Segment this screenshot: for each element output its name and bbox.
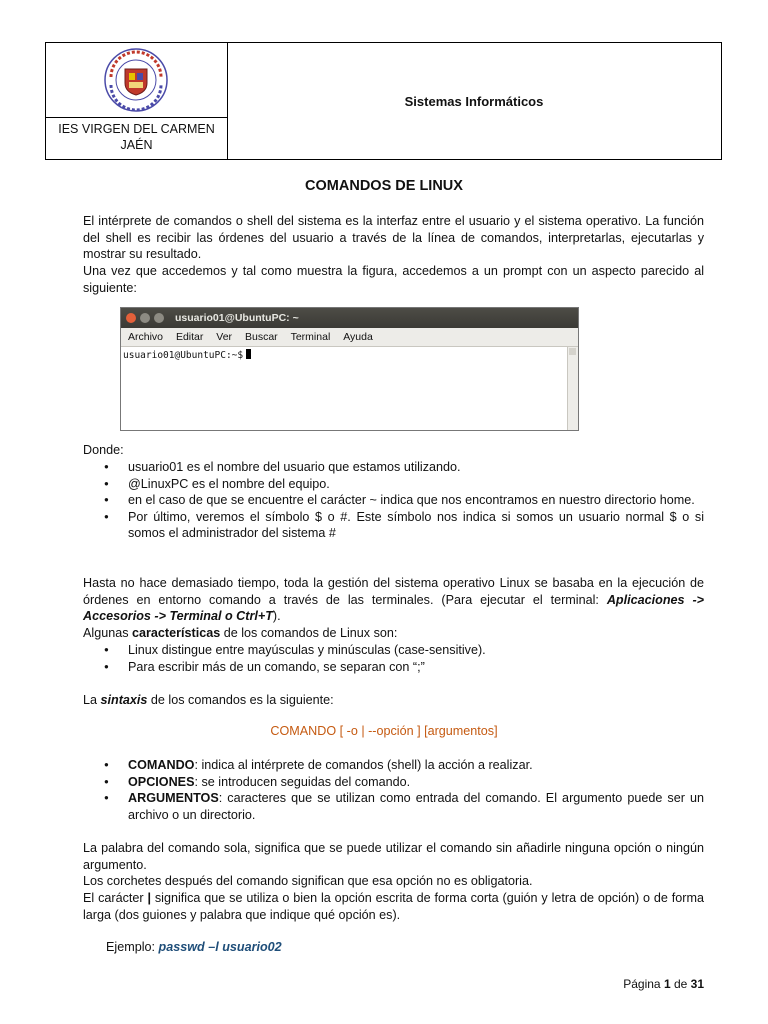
- note-1: La palabra del comando sola, significa que se puede utilizar el comando sin añadirle ninguna opción o ningún argumento.: [83, 841, 704, 872]
- school-seal-icon: [101, 47, 171, 113]
- history-text-b: ).: [272, 609, 281, 624]
- list-item: [83, 774, 704, 791]
- page-number: 1: [663, 977, 671, 991]
- note-2: Los corchetes después del comando significan que esa opción no es obligatoria.: [83, 874, 533, 888]
- syntax-intro: [83, 692, 704, 709]
- parts-list: [83, 757, 704, 823]
- history-paragraph: [83, 575, 704, 625]
- list-item: ● usuario01 es el nombre del usuario que estamos utilizando.: [83, 459, 704, 476]
- footer-mid: de: [670, 977, 691, 991]
- terminal-scrollbar: [567, 347, 578, 431]
- terminal-title: usuario01@UbuntuPC: ~: [175, 312, 299, 324]
- minimize-icon: [140, 313, 150, 323]
- terminal-menubar: [121, 328, 578, 347]
- donde-list: [83, 459, 704, 542]
- menu-ver: Ver: [216, 331, 233, 343]
- syntax-post: de los comandos es la siguiente:: [147, 693, 334, 707]
- list-item: [83, 790, 704, 823]
- note-3-post: significa que se utiliza o bien la opción escrita de forma corta (guión y letra de opción) o de forma larga (dos guiones y palabra que indique qué opción es).: [83, 891, 704, 922]
- characteristics-pre: Algunas: [83, 626, 133, 640]
- terminal-titlebar: [121, 308, 578, 328]
- history-text-a: Hasta no hace demasiado tiempo, toda la gestión del sistema operativo Linux se basaba en la ejecución de órdenes en entorno comando a través de las terminales. (Para ejecutar el terminal:: [83, 576, 704, 607]
- list-item: ● Para escribir más de un comando, se separan con “;”: [83, 659, 704, 676]
- menu-buscar: Buscar: [244, 331, 278, 343]
- note-3-pre: El carácter: [83, 891, 148, 905]
- menu-terminal: Terminal: [290, 331, 331, 343]
- characteristics-post: de los comandos de Linux son:: [220, 626, 398, 640]
- logo-cell: [46, 43, 227, 118]
- note-3-bold: |: [147, 891, 151, 905]
- document-title: COMANDOS DE LINUX: [305, 178, 463, 194]
- school-name: [46, 118, 227, 159]
- page-total: 31: [690, 977, 704, 991]
- note-3: [83, 890, 704, 923]
- characteristics-intro: [83, 625, 704, 642]
- maximize-icon: [154, 313, 164, 323]
- example-label: Ejemplo:: [106, 940, 159, 954]
- page-footer: [623, 977, 704, 991]
- syntax-pre: La: [83, 693, 101, 707]
- donde-label: Donde:: [83, 443, 124, 457]
- terminal-prompt: usuario01@UbuntuPC:~$: [123, 350, 244, 361]
- school-name-line2: JAÉN: [120, 138, 153, 152]
- part-term: COMANDO: [128, 758, 195, 772]
- part-desc: : caracteres que se utilizan como entrada del comando. El argumento puede ser un archivo o un directorio.: [128, 791, 704, 822]
- menu-editar: Editar: [175, 331, 204, 343]
- menu-ayuda: Ayuda: [343, 331, 373, 343]
- part-desc: : indica al intérprete de comandos (shell) la acción a realizar.: [194, 758, 533, 772]
- syntax-bold: sintaxis: [100, 693, 148, 707]
- intro-paragraph-2: Una vez que accedemos y tal como muestra la figura, accedemos a un prompt con un aspecto parecido al siguiente:: [83, 264, 704, 295]
- cursor-icon: [246, 349, 251, 359]
- list-item: ● Linux distingue entre mayúsculas y minúsculas (case-sensitive).: [83, 642, 704, 659]
- part-desc: : se introducen seguidas del comando.: [194, 774, 411, 789]
- header-left-cell: [46, 43, 228, 159]
- part-term: OPCIONES: [128, 774, 195, 789]
- close-icon: [126, 313, 136, 323]
- menu-archivo: Archivo: [128, 331, 164, 343]
- terminal-body: [121, 347, 568, 431]
- school-name-line1: IES VIRGEN DEL CARMEN: [58, 122, 215, 136]
- header-table: [45, 42, 722, 160]
- example-command: passwd –l usuario02: [158, 940, 282, 954]
- characteristics-list: [83, 642, 704, 675]
- terminal-window: [120, 307, 579, 431]
- syntax-line: COMANDO [ -o | --opción ] [argumentos]: [270, 724, 498, 738]
- part-term: ARGUMENTOS: [128, 791, 219, 806]
- example: [106, 940, 282, 954]
- list-item: [83, 757, 704, 774]
- intro-paragraph-1: El intérprete de comandos o shell del sistema es la interfaz entre el usuario y el sistema operativo. La función del shell es recibir las órdenes del usuario a través de la línea de comandos, interpretarlas, ejecutarlas y mostrar su resultado.: [83, 214, 704, 262]
- footer-pre: Página: [623, 977, 664, 991]
- list-item: ● en el caso de que se encuentre el carácter ~ indica que nos encontramos en nuestro directorio home.: [83, 492, 704, 509]
- history-path: Aplicaciones -> Accesorios -> Terminal o Ctrl+T: [83, 592, 704, 624]
- list-item: ● Por último, veremos el símbolo $ o #. Este símbolo nos indica si somos un usuario normal $ o si somos el administrador del sistema #: [83, 509, 704, 542]
- list-item: ● @LinuxPC es el nombre del equipo.: [83, 476, 704, 493]
- header-title: Sistemas Informáticos: [404, 93, 544, 109]
- characteristics-bold: características: [132, 626, 221, 640]
